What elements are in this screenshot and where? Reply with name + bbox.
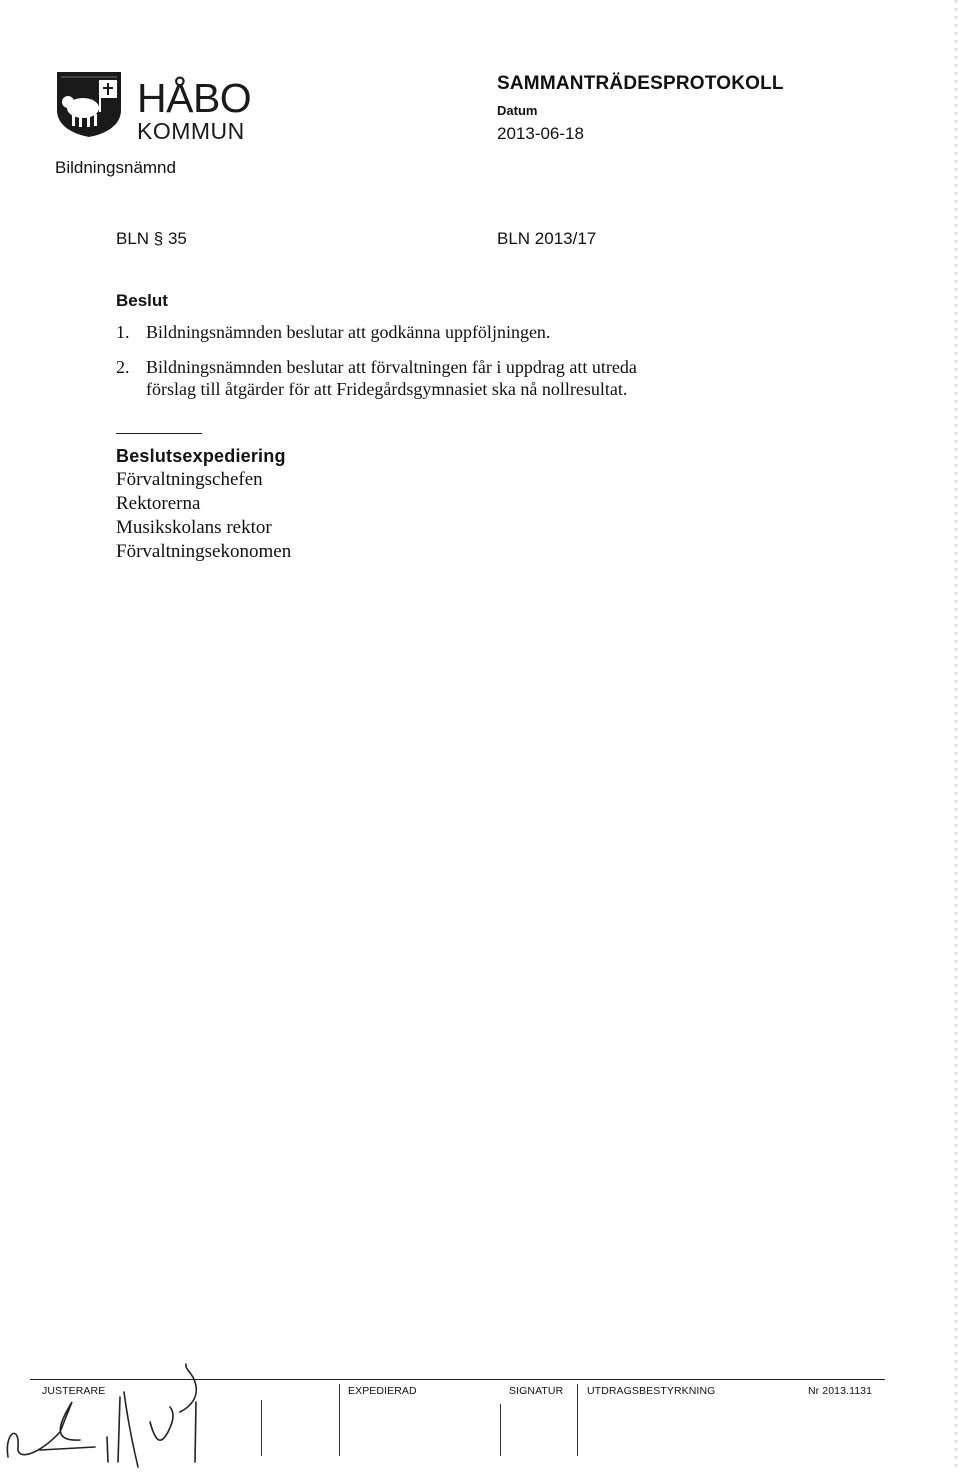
footer-cell-divider bbox=[339, 1384, 340, 1456]
footer-label-utdragsbestyrkning: UTDRAGSBESTYRKNING bbox=[587, 1385, 716, 1397]
footer-label-signatur: SIGNATUR bbox=[509, 1385, 564, 1397]
footer-label-expedierad: EXPEDIERAD bbox=[348, 1385, 417, 1397]
decision-item-text-continued: förslag till åtgärder för att Fridegårdsgymnasiet ska nå nollresultat. bbox=[146, 379, 628, 399]
case-number: BLN 2013/17 bbox=[497, 229, 597, 248]
decision-heading: Beslut bbox=[116, 291, 168, 310]
paragraph-reference: BLN § 35 bbox=[116, 229, 187, 248]
footer-label-justerare: JUSTERARE bbox=[42, 1385, 106, 1397]
footer-cell-divider bbox=[577, 1384, 578, 1456]
expedition-heading: Beslutsexpediering bbox=[116, 446, 286, 466]
decision-item-text: Bildningsnämnden beslutar att godkänna uppföljningen. bbox=[146, 322, 551, 342]
recipient-item: Förvaltningschefen bbox=[116, 469, 263, 490]
lamb-coat-of-arms-icon bbox=[55, 70, 123, 138]
decision-item-text: Bildningsnämnden beslutar att förvaltningen får i uppdrag att utreda bbox=[146, 357, 637, 377]
scan-edge-artifact bbox=[952, 0, 960, 1472]
decision-item-number: 2. bbox=[116, 357, 130, 377]
recipient-item: Rektorerna bbox=[116, 493, 201, 514]
footer-number: Nr 2013.1131 bbox=[808, 1385, 873, 1397]
date-value: 2013-06-18 bbox=[497, 124, 584, 143]
decision-item-number: 1. bbox=[116, 322, 130, 342]
footer-cell-divider bbox=[500, 1404, 501, 1456]
municipality-name: HÅBO bbox=[137, 75, 252, 121]
municipality-subtitle: KOMMUN bbox=[137, 118, 245, 144]
handwritten-signature-icon bbox=[0, 1362, 260, 1472]
committee-name: Bildningsnämnd bbox=[55, 158, 176, 177]
document-type: SAMMANTRÄDESPROTOKOLL bbox=[497, 73, 784, 94]
decision-item bbox=[116, 356, 756, 400]
recipient-item: Förvaltningsekonomen bbox=[116, 541, 292, 562]
footer-cell-divider bbox=[261, 1400, 262, 1456]
recipient-item: Musikskolans rektor bbox=[116, 517, 272, 538]
date-label: Datum bbox=[497, 103, 538, 118]
section-divider bbox=[116, 433, 202, 434]
